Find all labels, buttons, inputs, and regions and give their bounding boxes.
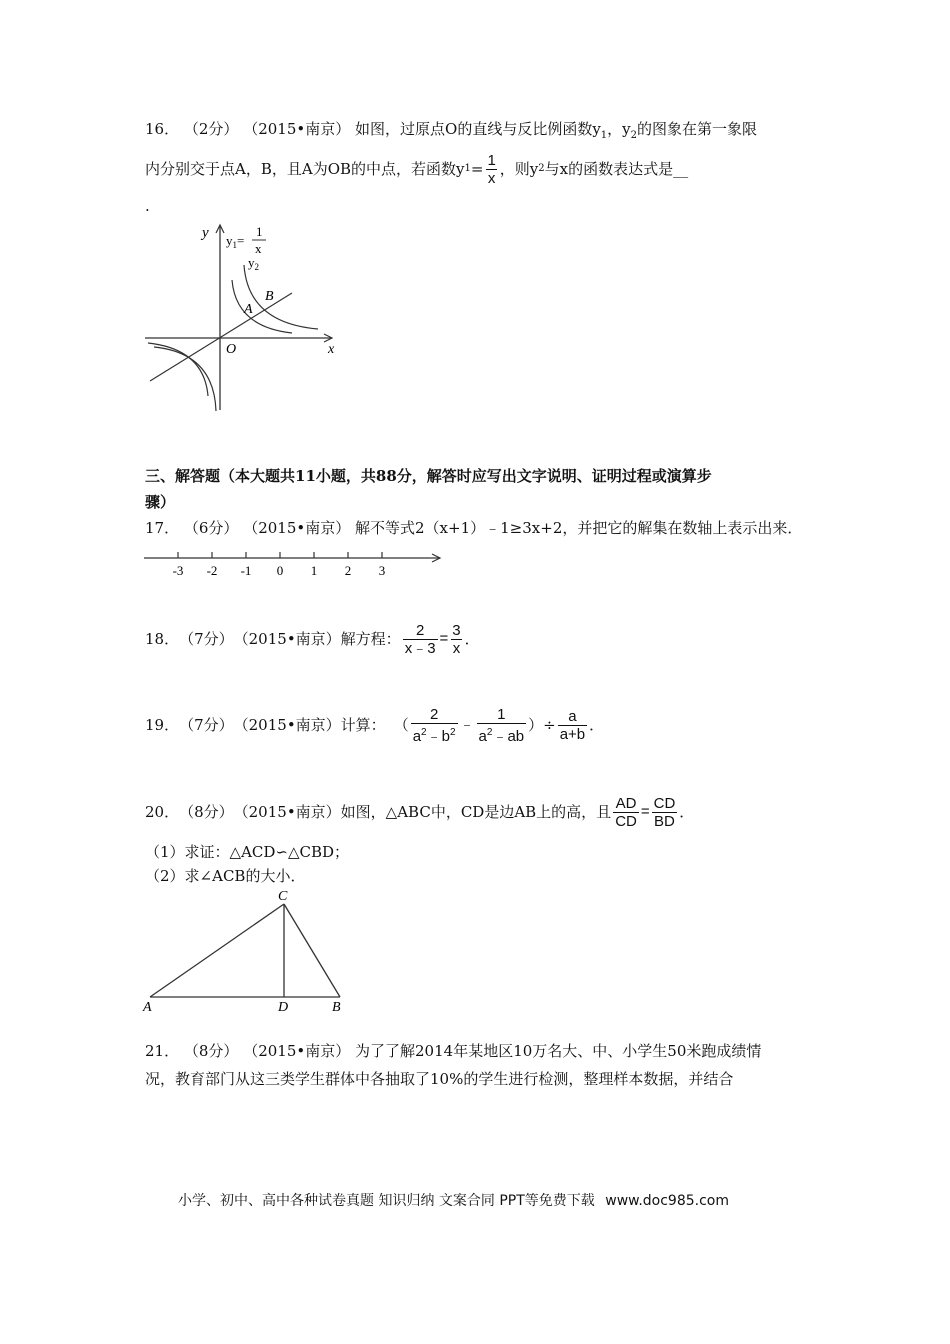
- q17-source: （2015•南京）: [243, 519, 351, 537]
- number-line: [140, 548, 450, 580]
- q18-dot: ．: [464, 630, 480, 648]
- q16-number: 16．: [145, 120, 180, 138]
- q19-dot: ．: [589, 716, 605, 734]
- label-x: x: [328, 342, 335, 357]
- q20-source: （2015•南京）: [233, 803, 341, 821]
- fraction-denominator: [411, 723, 458, 745]
- side-bc: [284, 904, 340, 997]
- label-d: D: [278, 1000, 289, 1015]
- q16-text: 的图象在第一象限: [637, 120, 758, 138]
- q16-text: 内分别交于点A，B，且A为OB的中点，若函数y: [145, 160, 465, 178]
- q16-fraction: [485, 152, 497, 187]
- fraction-numerator: 3: [452, 621, 461, 639]
- curve-y2-q3: [154, 347, 216, 411]
- q16-line2: [145, 149, 688, 189]
- label-y1: $y_1=$: [226, 233, 245, 250]
- curve-y2-q1: [244, 265, 318, 329]
- q16-eq: =: [470, 160, 484, 178]
- number-line-ticks: [173, 552, 386, 578]
- tick-label: -2: [206, 563, 218, 578]
- q17-text: 解不等式2（x+1）﹣1≥3x+2，并把它的解集在数轴上表示出来．: [355, 519, 803, 537]
- label-y: y: [202, 225, 209, 241]
- q19-minus: ﹣: [459, 716, 475, 733]
- q18-text: 解方程：: [340, 630, 401, 648]
- fraction-denominator: [477, 723, 527, 745]
- q18-line: [145, 617, 480, 661]
- q18-eq: =: [439, 630, 449, 647]
- den-sup: 2: [486, 726, 493, 738]
- section-title: 三、解答题（本大题共11小题，共88分，解答时应写出文字说明、证明过程或演算步: [145, 467, 712, 485]
- footer: [178, 1190, 729, 1210]
- q19-number: 19．: [145, 716, 180, 734]
- den-part: ﹣b: [426, 727, 450, 745]
- den-part: a: [412, 727, 422, 745]
- den-part: ﹣ab: [492, 727, 525, 745]
- q21-score: （8分）: [183, 1042, 239, 1060]
- side-ac: [150, 904, 284, 997]
- q18-fraction-2: [450, 622, 462, 657]
- footer-link[interactable]: www.doc985.com: [605, 1193, 729, 1209]
- label-y1-num: 1: [256, 224, 263, 239]
- q16-line1: [145, 119, 757, 146]
- tick-label: 3: [378, 563, 386, 578]
- q16-sub: 1: [600, 130, 608, 141]
- fraction-numerator: a: [568, 707, 577, 725]
- q16-text: 与x的函数表达式是: [544, 160, 674, 178]
- q18-source: （2015•南京）: [233, 630, 341, 648]
- q16-graph: [140, 215, 360, 415]
- triangle-figure: [140, 885, 360, 1015]
- q20-fraction-2: [652, 795, 678, 830]
- q19-line: [145, 702, 604, 748]
- answer-blank: __: [673, 160, 689, 178]
- q20-score: （8分）: [179, 803, 234, 821]
- q20-line: [145, 790, 694, 834]
- q17-number: 17．: [145, 519, 180, 537]
- q18-fraction-1: [403, 622, 438, 657]
- label-o: O: [226, 342, 237, 357]
- q18-number: 18．: [145, 630, 180, 648]
- q19-text: 计算：: [340, 716, 386, 734]
- den-part: a: [478, 727, 487, 745]
- label-c: C: [278, 889, 288, 904]
- section-title-cont: 骤）: [145, 493, 176, 511]
- q20-eq: =: [640, 803, 650, 820]
- q16-source: （2015•南京）: [243, 120, 351, 138]
- tick-label: 0: [276, 563, 284, 578]
- q16-score: （2分）: [183, 120, 239, 138]
- fraction-numerator: 2: [429, 705, 439, 723]
- fraction-denominator: CD: [615, 812, 637, 830]
- fraction-denominator: BD: [654, 812, 675, 830]
- fraction-denominator: a+b: [559, 725, 586, 743]
- q17-line: [145, 518, 802, 538]
- q20-text: 如图，△ABC中，CD是边AB上的高，且: [340, 803, 612, 821]
- fraction-numerator: 2: [415, 621, 425, 639]
- label-b: B: [265, 289, 274, 304]
- q19-paren-open: （: [393, 716, 409, 734]
- q20-dot: ．: [679, 803, 695, 821]
- fraction-denominator: x: [452, 639, 461, 657]
- den-sup: 2: [449, 726, 456, 738]
- q16-text: 如图，过原点O的直线与反比例函数y: [355, 120, 601, 138]
- q21-line2: 况，教育部门从这三类学生群体中各抽取了10%的学生进行检测，整理样本数据，并结合: [145, 1070, 734, 1088]
- q19-score: （7分）: [179, 716, 234, 734]
- footer-text: 小学、初中、高中各种试卷真题 知识归纳 文案合同 PPT等免费下载: [178, 1193, 595, 1209]
- label-y1-den: x: [255, 241, 262, 256]
- q20-number: 20．: [145, 803, 180, 821]
- line-through-origin: [150, 293, 292, 381]
- q16-text: ，y: [607, 120, 631, 138]
- fraction-numerator: CD: [653, 794, 676, 812]
- tick-label: 2: [344, 563, 352, 578]
- fraction-denominator: x﹣3: [404, 639, 436, 657]
- label-a: A: [244, 302, 253, 317]
- tick-label: 1: [310, 563, 318, 578]
- label-a: A: [143, 1000, 152, 1015]
- den-sup: 2: [421, 726, 427, 738]
- q21-line1: [145, 1041, 761, 1061]
- q20-part2: （2）求∠ACB的大小．: [145, 867, 306, 885]
- fraction-numerator: 1: [487, 151, 496, 169]
- q19-source: （2015•南京）: [233, 716, 341, 734]
- label-y2: $y_2$: [248, 255, 259, 272]
- label-b: B: [332, 1000, 341, 1015]
- q21-number: 21．: [145, 1042, 180, 1060]
- fraction-numerator: 1: [497, 705, 506, 723]
- q16-sub: 2: [538, 163, 545, 174]
- q16-sub: 1: [464, 163, 471, 174]
- q16-dot: .: [145, 197, 150, 215]
- q20-fraction-1: [613, 795, 639, 830]
- q19-fraction-3: [558, 708, 587, 743]
- q20-part1: （1）求证：△ACD∽△CBD；: [145, 843, 350, 861]
- q16-text: ，则y: [499, 160, 539, 178]
- fraction-denominator: x: [487, 169, 496, 187]
- fraction-numerator: AD: [615, 794, 637, 812]
- q17-score: （6分）: [183, 519, 239, 537]
- q16-sub: 2: [630, 130, 638, 141]
- q21-source: （2015•南京）: [243, 1042, 351, 1060]
- tick-label: -3: [172, 563, 184, 578]
- q19-paren-close: ）÷: [528, 716, 556, 734]
- q18-score: （7分）: [179, 630, 234, 648]
- q19-fraction-2: [477, 706, 527, 745]
- q19-fraction-1: [411, 706, 458, 745]
- q21-text: 为了了解2014年某地区10万名大、中、小学生50米跑成绩情: [355, 1042, 762, 1060]
- tick-label: -1: [240, 563, 252, 578]
